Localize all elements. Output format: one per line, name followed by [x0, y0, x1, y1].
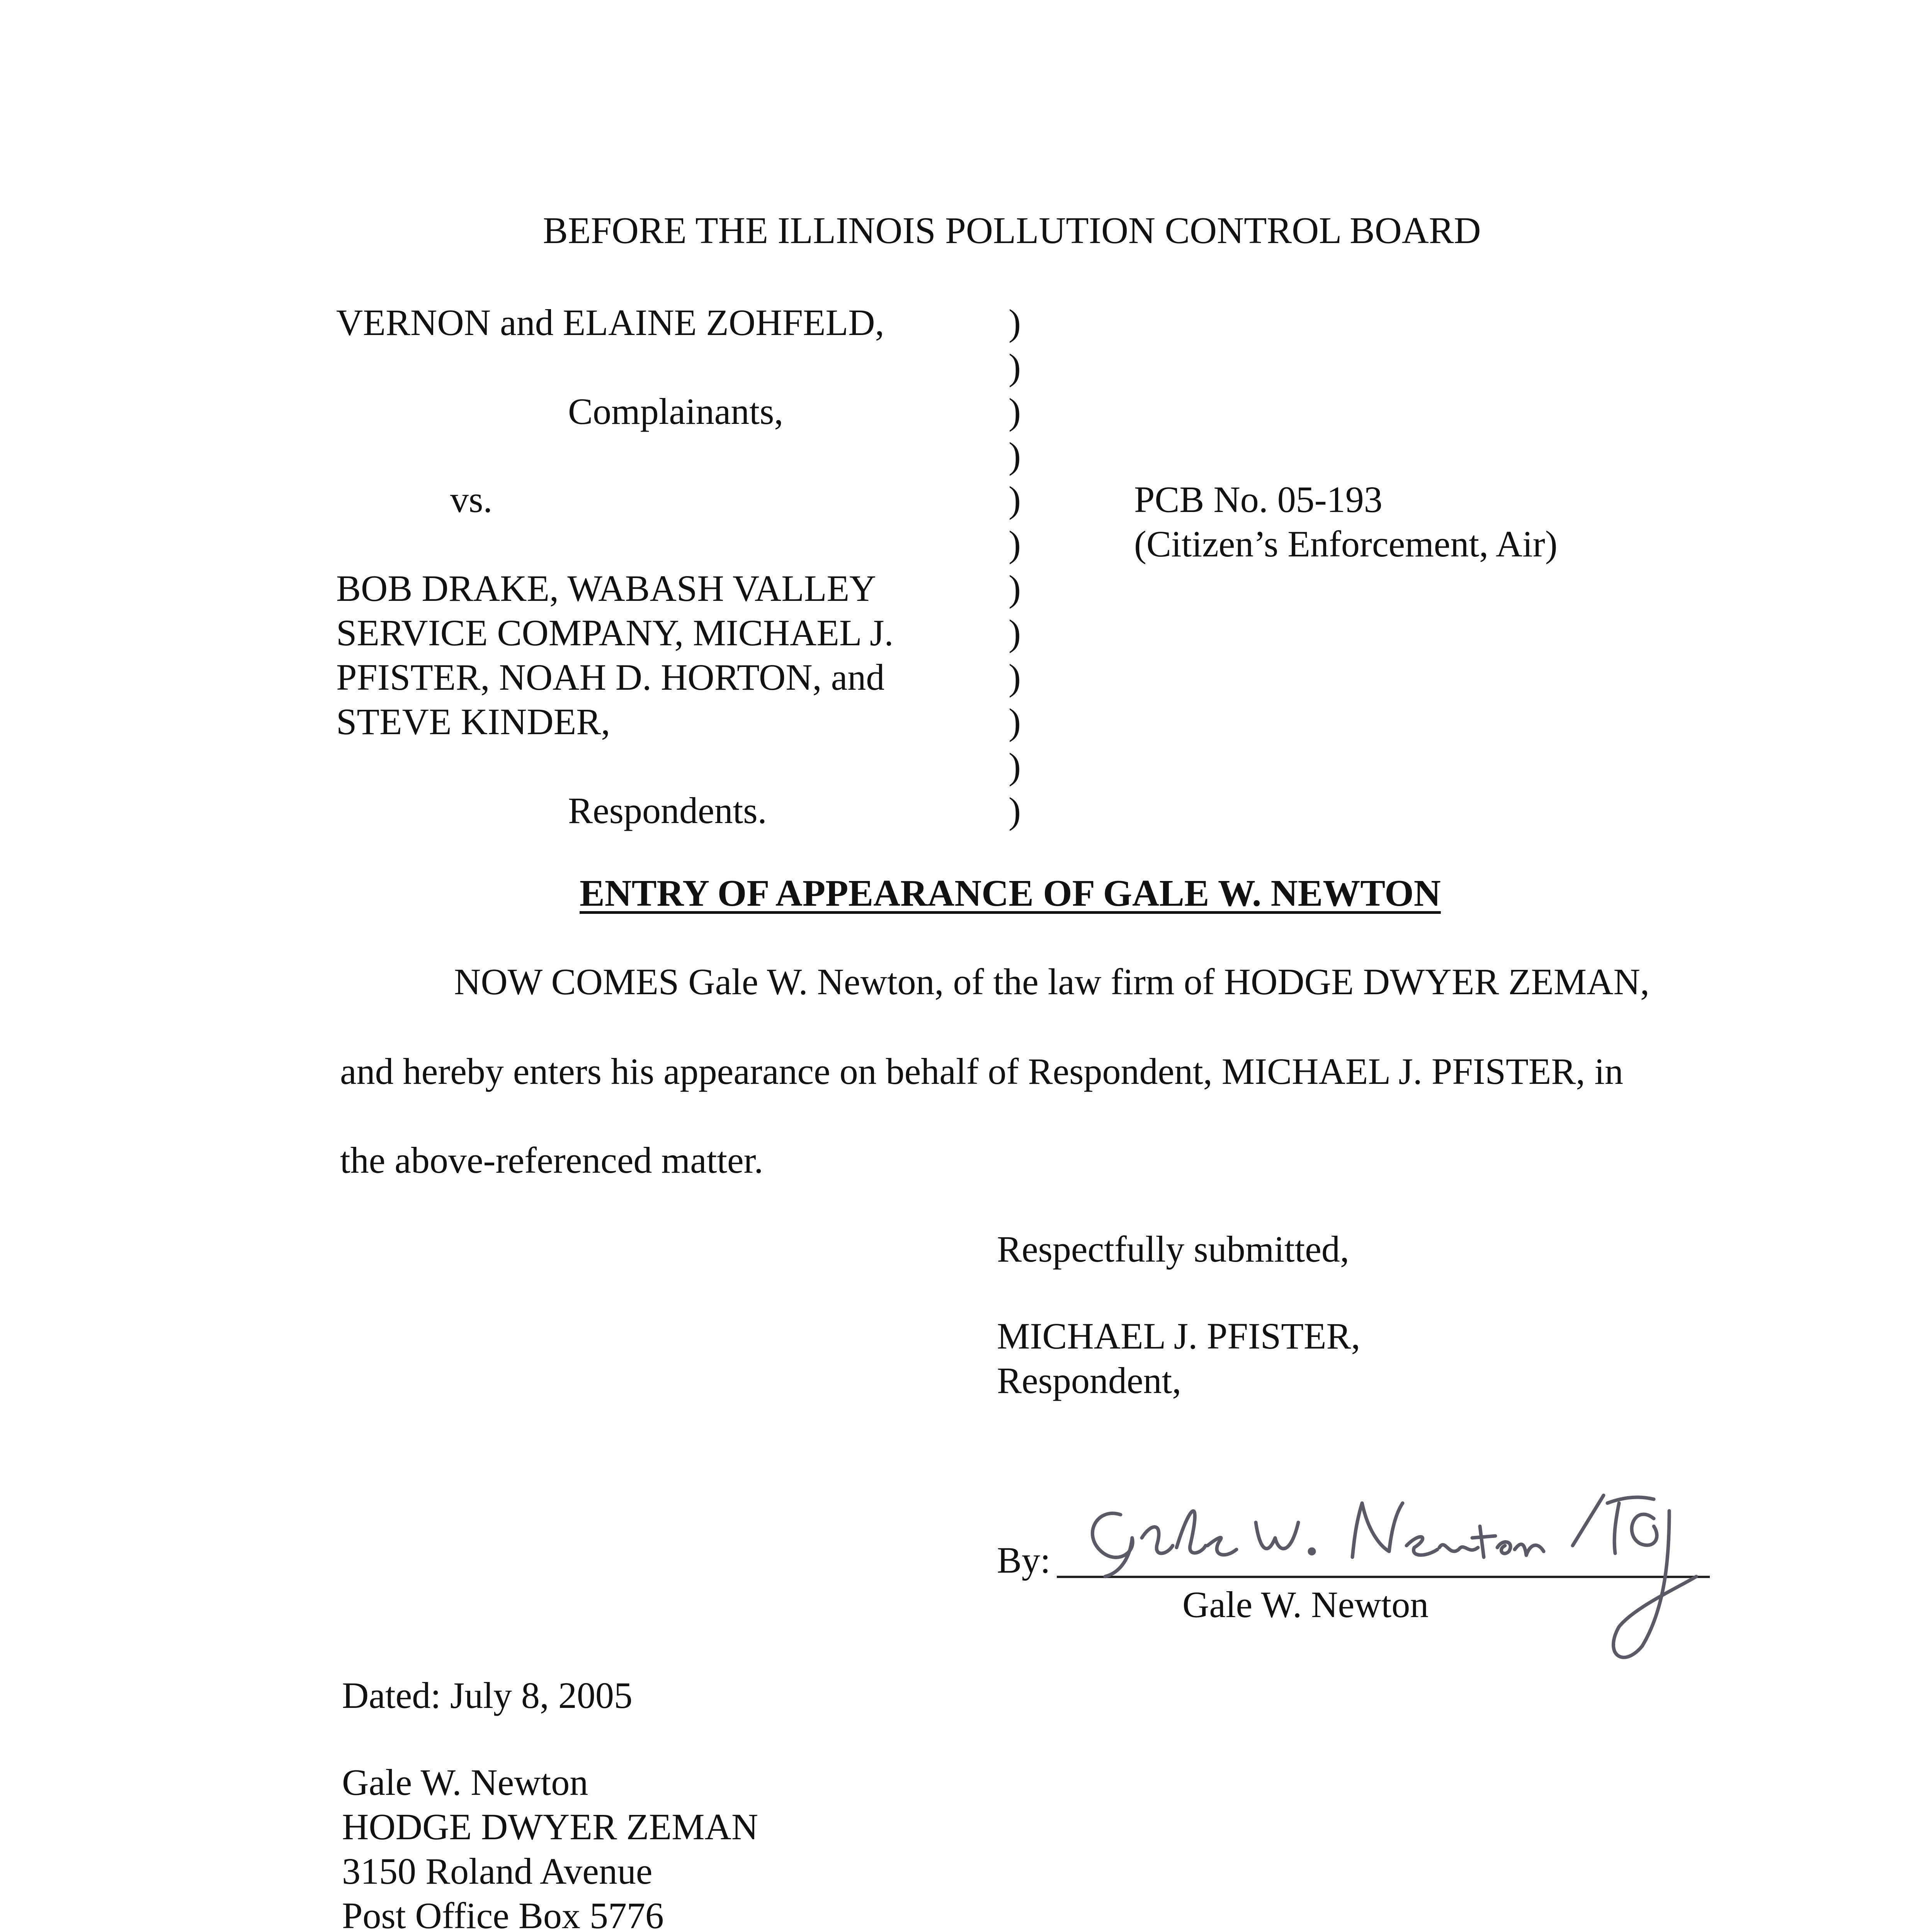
case-number: PCB No. 05-193	[1134, 479, 1383, 520]
caption-paren: )	[1009, 745, 1021, 787]
respondents-line-1: BOB DRAKE, WABASH VALLEY	[336, 568, 876, 609]
document-title: ENTRY OF APPEARANCE OF GALE W. NEWTON	[580, 872, 1441, 914]
respondents-line-4: STEVE KINDER,	[336, 701, 611, 742]
caption-paren: )	[1009, 346, 1021, 388]
caption-paren: )	[1009, 612, 1021, 653]
closing-party: MICHAEL J. PFISTER,	[997, 1315, 1361, 1357]
complainants-name: VERNON and ELAINE ZOHFELD,	[336, 302, 884, 343]
body-line-2: and hereby enters his appearance on behalf of Respondent, MICHAEL J. PFISTER, in	[340, 1051, 1623, 1092]
address-line-2: HODGE DWYER ZEMAN	[342, 1806, 759, 1847]
caption-paren: )	[1009, 701, 1021, 742]
respondents-line-3: PFISTER, NOAH D. HORTON, and	[336, 656, 885, 698]
versus-label: vs.	[450, 479, 493, 520]
caption-paren: )	[1009, 479, 1021, 520]
body-line-1: NOW COMES Gale W. Newton, of the law firm of HODGE DWYER ZEMAN,	[454, 961, 1650, 1002]
respectfully-submitted: Respectfully submitted,	[997, 1228, 1349, 1270]
closing-role: Respondent,	[997, 1360, 1182, 1401]
respondents-label: Respondents.	[568, 790, 767, 831]
complainants-label: Complainants,	[568, 391, 784, 432]
address-line-3: 3150 Roland Avenue	[342, 1850, 653, 1892]
caption-paren: )	[1009, 656, 1021, 698]
signer-name: Gale W. Newton	[1182, 1584, 1429, 1625]
case-type: (Citizen’s Enforcement, Air)	[1134, 523, 1558, 565]
address-line-4: Post Office Box 5776	[342, 1895, 664, 1932]
body-line-3: the above-referenced matter.	[340, 1139, 764, 1181]
caption-paren: )	[1009, 568, 1021, 609]
by-label: By:	[997, 1539, 1051, 1581]
respondents-line-2: SERVICE COMPANY, MICHAEL J.	[336, 612, 894, 653]
handwritten-signature	[1074, 1480, 1700, 1681]
caption-paren: )	[1009, 391, 1021, 432]
caption-paren: )	[1009, 435, 1021, 476]
caption-paren: )	[1009, 790, 1021, 831]
caption-paren: )	[1009, 523, 1021, 565]
court-title: BEFORE THE ILLINOIS POLLUTION CONTROL BOARD	[543, 210, 1481, 251]
dated-line: Dated: July 8, 2005	[342, 1675, 633, 1716]
caption-paren: )	[1009, 302, 1021, 343]
address-line-1: Gale W. Newton	[342, 1762, 588, 1803]
